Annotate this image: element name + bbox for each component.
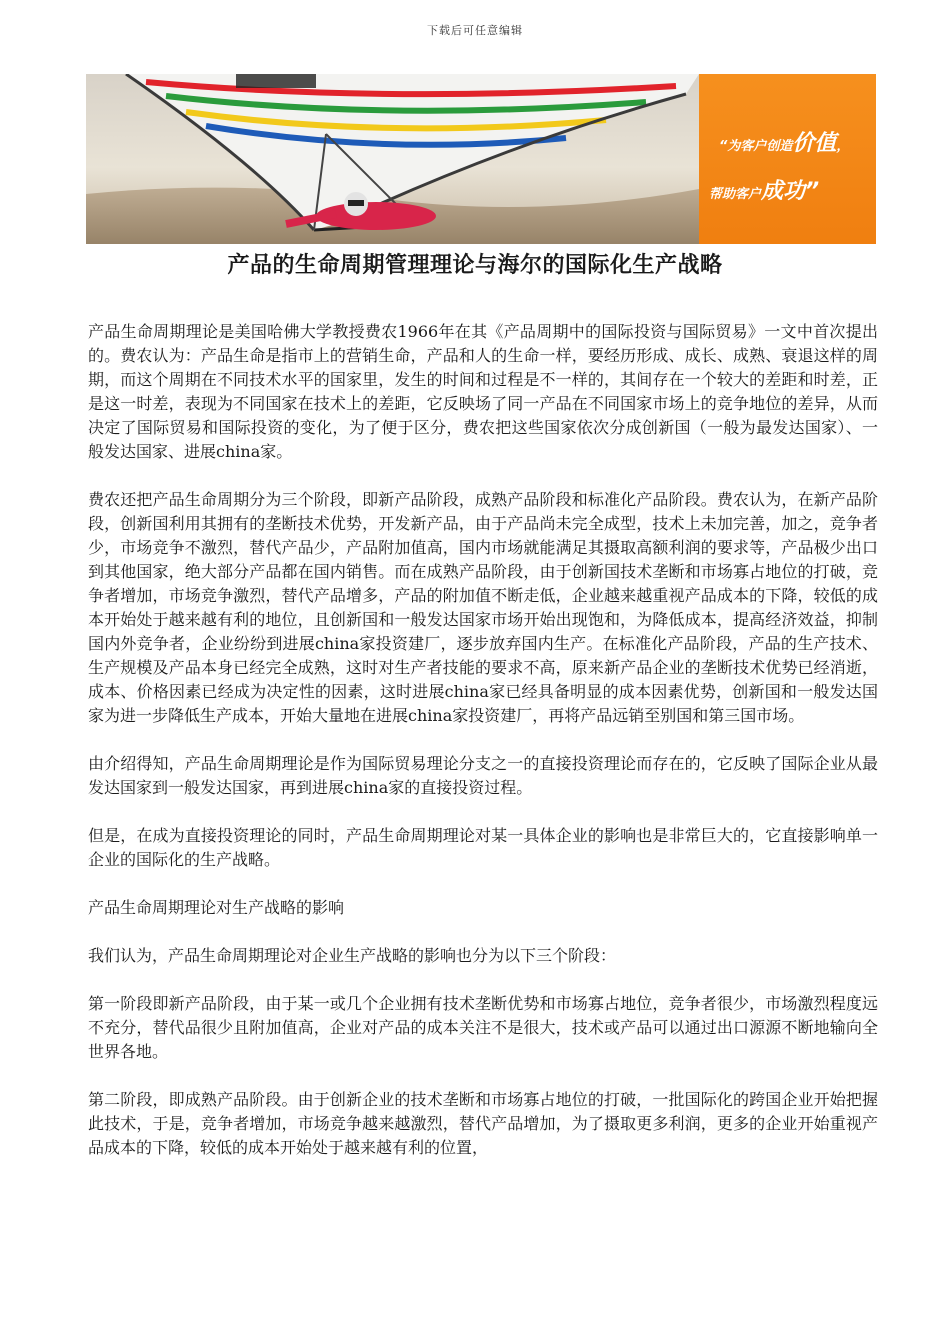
paragraph: 但是，在成为直接投资理论的同时，产品生命周期理论对某一具体企业的影响也是非常巨大的，它直接影响单一企业的国际化的生产战略。 [88, 826, 878, 869]
paragraph: 我们认为，产品生命周期理论对企业生产战略的影响也分为以下三个阶段： [88, 946, 617, 965]
banner-slogan [699, 74, 876, 244]
paragraph: 产品生命周期理论是美国哈佛大学教授费农1966年在其《产品周期中的国际投资与国际贸易》一文中首次提出的。费农认为：产品生命是指市上的营销生命，产品和人的生命一样，要经历形成、成长、成熟、衰退这样的周期，而这个周期在不同技术水平的国家里，发生的时间和过程是不一样的，其间存在一个较大的差距和时差，正是这一时差，表现为不同国家在技术上的差距，它反映场了同一产品在不同国家市场上的竞争地位的差异，从而决定了国际贸易和国际投资的变化，为了便于区分，费农把这些国家依次分成创新国（一般为最发达国家）、一般发达国家、进展china家。 [88, 322, 878, 461]
slogan-line-2: 帮助客户成功” [709, 179, 820, 204]
page-header-note: 下载后可任意编辑 [427, 24, 523, 37]
document-title: 产品的生命周期管理理论与海尔的国际化生产战略 [227, 253, 723, 278]
section-heading: 产品生命周期理论对生产战略的影响 [88, 898, 345, 917]
paragraph: 第二阶段，即成熟产品阶段。由于创新企业的技术垄断和市场寡占地位的打破，一批国际化的跨国企业开始把握此技术，于是，竞争者增加，市场竞争越来越激烈，替代产品增加，为了摄取更多利润，更多的企业开始重视产品成本的下降，较低的成本开始处于越来越有利的位置， [88, 1090, 878, 1157]
hang-glider-photo [86, 74, 699, 244]
document-body [88, 320, 878, 1184]
slogan-line-1: “为客户创造价值， [719, 131, 850, 156]
paragraph: 第一阶段即新产品阶段，由于某一或几个企业拥有技术垄断优势和市场寡占地位，竞争者很少，市场激烈程度远不充分，替代品很少且附加值高，企业对产品的成本关注不是很大，技术或产品可以通过出口源源不断地输向全世界各地。 [88, 994, 878, 1061]
paragraph: 费农还把产品生命周期分为三个阶段，即新产品阶段，成熟产品阶段和标准化产品阶段。费农认为，在新产品阶段，创新国利用其拥有的垄断技术优势，开发新产品，由于产品尚未完全成型，技术上未加完善，加之，竞争者少，市场竞争不激烈，替代产品少，产品附加值高，国内市场就能满足其摄取高额利润的要求等，产品极少出口到其他国家，绝大部分产品都在国内销售。而在成熟产品阶段，由于创新国技术垄断和市场寡占地位的打破，竞争者增加，市场竞争激烈，替代产品增多，产品的附加值不断走低，企业越来越重视产品成本的下降，较低的成本开始处于越来越有利的地位，且创新国和一般发达国家市场开始出现饱和，为降低成本，提高经济效益，抑制国内外竞争者，企业纷纷到进展china家投资建厂，逐步放弃国内生产。在标准化产品阶段，产品的生产技术、生产规模及产品本身已经完全成熟，这时对生产者技能的要求不高，原来新产品企业的垄断技术优势已经消逝，成本、价格因素已经成为决定性的因素，这时进展china家已经具备明显的成本因素优势，创新国和一般发达国家为进一步降低生产成本，开始大量地在进展china家投资建厂，再将产品远销至别国和第三国市场。 [88, 490, 878, 725]
banner [86, 74, 876, 244]
paragraph: 由介绍得知，产品生命周期理论是作为国际贸易理论分支之一的直接投资理论而存在的，它反映了国际企业从最发达国家到一般发达国家，再到进展china家的直接投资过程。 [88, 754, 878, 797]
